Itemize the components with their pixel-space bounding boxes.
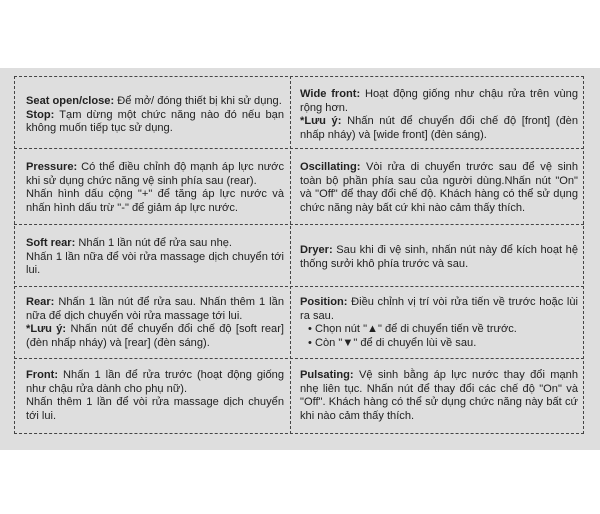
cell-title: Soft rear:	[26, 237, 76, 249]
cell-text: Để mở/ đóng thiết bị khi sử dụng.	[114, 95, 282, 107]
cell-title: Pulsating:	[300, 369, 354, 381]
cell-text: Nhấn 1 lần nút để rửa sau. Nhấn thêm 1 lần nữa để dịch chuyển vòi rửa massage tới lui.	[26, 296, 284, 322]
cell-text: Nhấn 1 lần nữa để vòi rửa massage dịch chuyển tới lui.	[26, 250, 284, 277]
cell-title: Front:	[26, 369, 59, 381]
cell-title: Oscillating:	[300, 161, 361, 173]
cell-text: Nhấn hình dấu cộng "+" để tăng áp lực nước và nhấn hình dấu trừ "-" để giảm áp lực nước.	[26, 188, 284, 214]
cell-text: Vệ sinh bằng áp lực nước thay đổi mạnh nhẹ liên tục. Nhấn nút để thay đổi các chế độ "On" và "Off". Khách hàng có thể sử dụng chức năng này bất cứ khi nào cảm thấy thích.	[300, 369, 578, 422]
cell-oscillating	[300, 161, 578, 215]
note-title: *Lưu ý:	[300, 115, 342, 128]
cell-title: Position:	[300, 296, 348, 308]
cell-pulsating	[300, 369, 578, 423]
cell-text: Điều chỉnh vị trí vòi rửa tiến về trước hoặc lùi ra sau.	[300, 296, 578, 322]
cell-seat-open-close	[26, 95, 284, 136]
row-divider	[14, 224, 584, 225]
note-text: Nhấn nút để chuyển đổi chế độ [front] (đèn nhấp nháy) và [wide front] (đèn sáng).	[300, 115, 578, 141]
bullet-item: • Còn "▼" để di chuyển lùi về sau.	[308, 336, 477, 349]
cell-text: Có thể điều chỉnh độ mạnh áp lực nước khi sử dụng chức năng vệ sinh phía sau (rear).	[26, 161, 284, 187]
cell-title: Rear:	[26, 296, 55, 308]
column-divider	[290, 76, 291, 434]
cell-dryer	[300, 244, 578, 271]
cell-title: Pressure:	[26, 161, 78, 173]
cell-position	[300, 296, 578, 350]
cell-title: Stop:	[26, 108, 55, 121]
cell-text: Sau khi đi vệ sinh, nhấn nút này để kích hoạt hệ thống sưởi khô phía trước và sau.	[300, 244, 578, 270]
row-divider	[14, 148, 584, 149]
cell-text: Nhấn 1 lần nút để rửa sau nhẹ.	[75, 237, 233, 249]
row-divider	[14, 358, 584, 359]
cell-pressure	[26, 161, 284, 215]
note-text: Nhấn nút để chuyển đổi chế độ [soft rear] (đèn nhấp nháy) và [rear] (đèn sáng).	[26, 323, 284, 349]
note-title: *Lưu ý:	[26, 323, 67, 336]
cell-wide-front	[300, 88, 578, 142]
cell-rear	[26, 296, 284, 350]
row-divider	[14, 286, 584, 287]
bullet-item: • Chọn nút "▲" để di chuyển tiến về trước.	[308, 323, 517, 336]
cell-text: Vòi rửa di chuyển trước sau để vệ sinh toàn bộ phần phía sau của người dùng.Nhấn nút "On" và "Off" để thay đổi chế độ. Khách hàng có thể sử dụng chức năng này bất cứ khi nào cảm thấy thích.	[300, 161, 578, 214]
cell-title: Seat open/close:	[26, 95, 115, 107]
cell-text: Tạm dừng một chức năng nào đó nếu bạn không muốn tiếp tục sử dụng.	[26, 108, 284, 135]
cell-title: Wide front:	[300, 88, 361, 100]
cell-text: Nhấn 1 lần để rửa trước (hoạt động giống như chậu rửa dành cho phụ nữ).	[26, 369, 284, 395]
cell-front	[26, 369, 284, 423]
cell-title: Dryer:	[300, 244, 333, 256]
cell-text: Nhấn thêm 1 lần để vòi rửa massage dịch chuyển tới lui.	[26, 396, 284, 422]
cell-soft-rear	[26, 237, 284, 278]
cell-text: Hoạt động giống như chậu rửa trên vùng rộng hơn.	[300, 88, 579, 114]
